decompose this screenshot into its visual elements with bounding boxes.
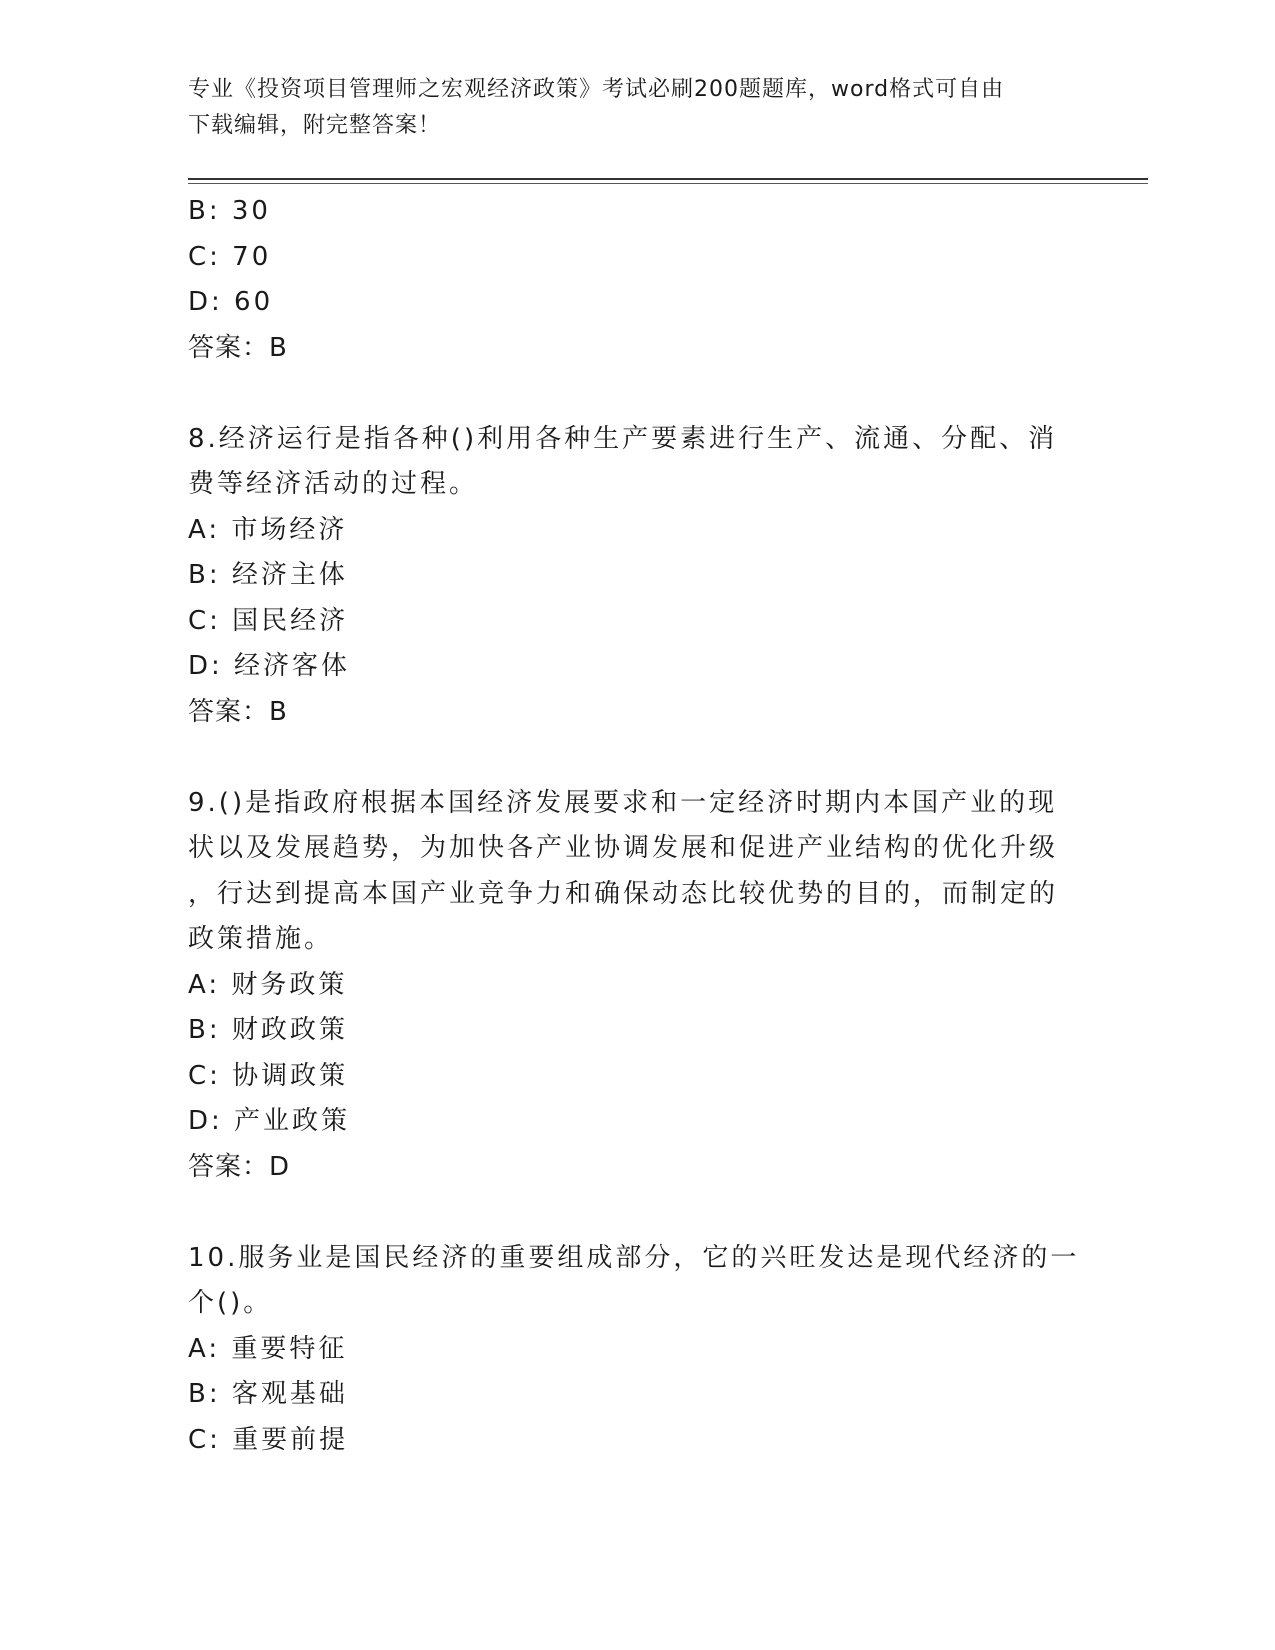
spacer [188,735,1068,781]
option-a: A: 市场经济 [188,514,348,545]
question-list [188,189,1080,1463]
option-c: C: 重要前提 [188,1424,349,1455]
option-a: A: 财务政策 [188,969,348,1000]
question-text-line: 9.()是指政府根据本国经济发展要求和一定经济时期内本国产业的现 [188,787,1058,818]
header-divider-thin [188,183,1148,184]
option-d: D: 60 [188,287,274,317]
question-text-line: ，行达到提高本国产业竞争力和确保动态比较优势的目的，而制定的 [188,878,1059,909]
answer-label: 答案：B [188,696,288,727]
option-b: B: 经济主体 [188,560,348,590]
option-a: A: 重要特征 [188,1333,348,1364]
document-header [188,72,1068,144]
header-divider-thick [188,178,1148,180]
option-b: B: 客观基础 [188,1379,348,1409]
answer-label: 答案：B [188,332,288,363]
option-b: B: 30 [188,196,271,226]
previous-question [188,189,1068,371]
question-text-line: 10.服务业是国民经济的重要组成部分，它的兴旺发达是现代经济的一 [188,1242,1080,1273]
question-10 [188,1236,1080,1464]
question-8 [188,417,1068,736]
option-b: B: 财政政策 [188,1015,348,1045]
spacer [188,1190,1068,1236]
question-text-line: 8.经济运行是指各种()利用各种生产要素进行生产、流通、分配、消 [188,423,1058,454]
question-text-line: 费等经济活动的过程。 [188,469,479,499]
option-c: C: 国民经济 [188,605,349,636]
spacer [188,371,1068,417]
header-line-1: 专业《投资项目管理师之宏观经济政策》考试必刷200题题库，word格式可自由 [188,77,1005,102]
question-text-line: 政策措施。 [188,924,334,954]
option-d: D: 产业政策 [188,1106,351,1136]
header-line-2: 下载编辑，附完整答案！ [188,113,442,138]
option-c: C: 协调政策 [188,1060,349,1091]
option-c: C: 70 [188,241,272,272]
question-9 [188,781,1068,1191]
answer-label: 答案：D [188,1151,291,1182]
option-d: D: 经济客体 [188,651,351,681]
question-text-line: 个()。 [188,1288,273,1318]
question-text-line: 状以及发展趋势，为加快各产业协调发展和促进产业结构的优化升级 [188,833,1059,863]
